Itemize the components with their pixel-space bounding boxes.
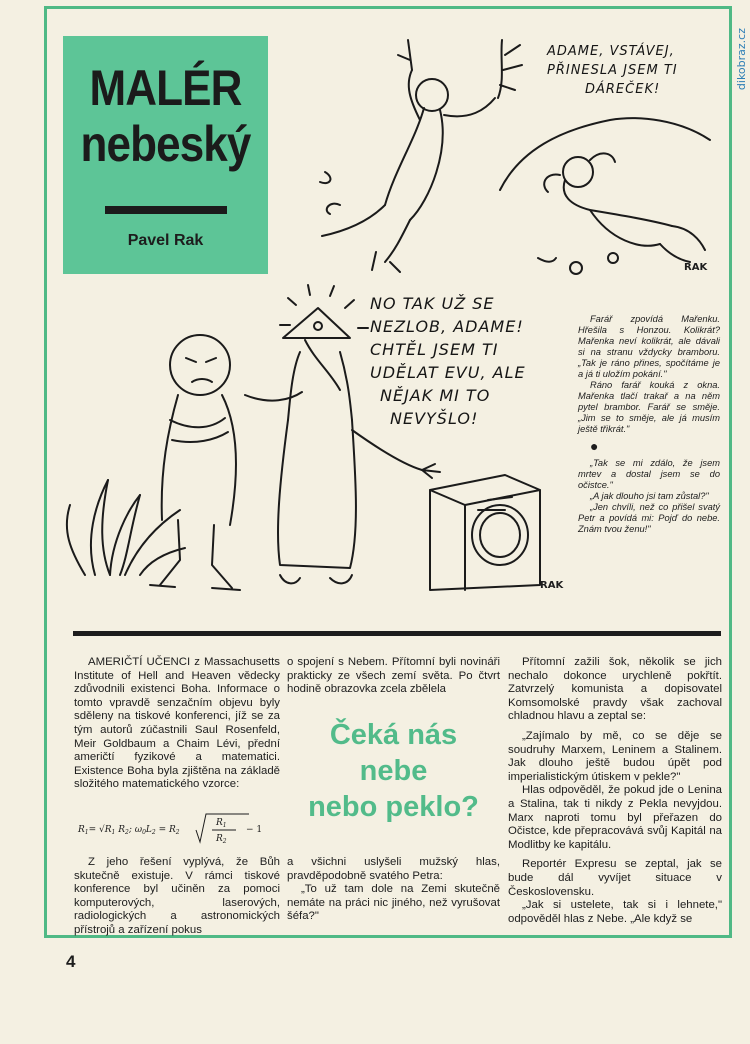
speech-bottom-line-3: CHTĚL JSEM TI: [370, 340, 499, 359]
article-paragraph: Reportér Expresu se zeptal, jak se bude dál vyvíjet situace v Československu.: [508, 858, 722, 898]
speech-bottom-line-5: NĚJAK MI TO: [380, 386, 491, 405]
speech-bottom-line-1: NO TAK UŽ SE: [370, 294, 495, 313]
washing-machine: [430, 475, 540, 590]
article-column-3: [508, 656, 722, 926]
article-text: z Massachusetts Institute of Hell and Heaven vědecky zdůvodnili existenci Boha. Informace o tomto vpravdě senzačním objevu byly sděleny na tiskové konferenci, jíž se za tým autorů zúčastnili Saul Rosenfeld, Meir Goldbaum a Chaim Lévi, přední američtí fyzikové a matematici. Existence Boha byla zjištěna na základě složitého matematického vzorce:: [74, 656, 280, 791]
speech-top-line-3: DÁREČEK!: [585, 82, 661, 97]
adam-standing-figure: [150, 335, 240, 590]
adam-lying-figure: [500, 118, 710, 274]
speech-bottom-line-4: UDĚLAT EVU, ALE: [370, 363, 526, 382]
speech-bottom-line-2: NEZLOB, ADAME!: [370, 317, 524, 336]
joke-paragraph: „Jen chvíli, než co přišel svatý Petr a povídá mi: Pojď do nebe. Znám tvou ženu!": [578, 502, 720, 534]
headline-line-1: Čeká nás: [329, 719, 458, 751]
formula-part: $R_1= √R_1$ $R_2$; $\omega_0L_2 = R_2$: [78, 825, 180, 836]
plant-leaves: [67, 480, 185, 575]
section-divider: [73, 631, 721, 636]
cartoon-signature-bottom: RAK: [540, 580, 564, 591]
formula-minus-one: − 1: [246, 825, 263, 835]
headline-line-2: nebe: [359, 755, 428, 787]
speech-bubble-bottom: [370, 292, 570, 430]
headline-line-3: nebo peklo?: [308, 791, 479, 823]
article-paragraph: Hlas odpověděl, že pokud jde o Lenina a Stalina, tak ti nikdy z Pekla nevyjdou. Marx naproti tomu byl přeřazen do Očistce, kde přepracovává svůj Kapitál na Modlitby ke kapitálu.: [508, 784, 722, 851]
formula-numerator: $R_1$: [216, 818, 227, 829]
article-paragraph: [74, 656, 280, 792]
article-column-1: [74, 656, 280, 792]
article-lead: AMERIČTÍ UČENCI: [88, 656, 191, 668]
article-paragraph: „Jak si ustelete, tak si i lehnete," odpověděl hlas z Nebe. „Ale když se: [508, 899, 722, 925]
joke-paragraph: „Tak se mi zdálo, že jsem mrtev a dostal jsem se do očistce.": [578, 458, 720, 490]
bullet-separator: ●: [590, 438, 599, 454]
article-paragraph: a všichni uslyšeli mužský hlas, pravděpodobně svatého Petra:: [287, 856, 500, 882]
math-formula: [74, 810, 280, 850]
page-number: 4: [66, 952, 76, 971]
article-paragraph: „To už tam dole na Zemi skutečně nemáte na práci nic jiného, než vyrušovat šéfa?": [287, 883, 500, 923]
eve-figure: [320, 40, 522, 272]
author-name: Pavel Rak: [127, 232, 204, 249]
watermark: dikobraz.cz: [735, 28, 748, 91]
article-headline: [287, 717, 500, 825]
article-paragraph: Přítomní zažili šok, několik se jich nechalo dokonce urychleně pokřtít. Zatvrzelý komunista a dopisovatel Komsomolské pravdy však zachoval chladnou hlavu a zeptal se:: [508, 656, 722, 723]
speech-top-line-1: ADAME, VSTÁVEJ,: [547, 44, 675, 59]
joke-paragraph: Farář zpovídá Mařenku. Hřešila s Honzou. Kolikrát? Mařenka neví kolikrát, ale dávali si na stranu vždycky bramboru. „Tak je ráno přines, spočítáme je a já ti uložím pokání.": [578, 314, 720, 379]
article-paragraph: „Zajímalo by mě, co se děje se soudruhy Marxem, Leninem a Stalinem. Jak dlouho ještě budou úpět pod imperialistickým útiskem v pekle?": [508, 729, 722, 783]
title-line-1: MALÉR: [89, 60, 242, 116]
joke-paragraph: „A jak dlouho jsi tam zůstal?": [590, 491, 709, 501]
article-column-1-continued: [74, 856, 280, 938]
formula-denominator: $R_2$: [216, 834, 227, 845]
cartoon-signature-top: RAK: [684, 262, 708, 273]
speech-top-line-2: PŘINESLA JSEM TI: [547, 63, 678, 78]
article-paragraph: Z jeho řešení vyplývá, že Bůh skutečně existuje. V rámci tiskové konference byl učiněn za pomoci komputerových, laserových, radiologických a astronomických přístrojů a zařízení pokus: [74, 856, 280, 936]
joke-paragraph: Ráno farář kouká z okna. Mařenka tlačí trakař a na něm pytel brambor. Farář se směje. „Jim se to směje, ale já musím ještě třikrát.": [578, 380, 720, 434]
article-paragraph: o spojení s Nebem. Přítomní byli novináři prakticky ze všech zemí světa. Po čtvrt hodině obrazovka zcela zbělela: [287, 656, 500, 696]
speech-bubble-top: [547, 42, 717, 99]
article-column-2-continued: [287, 856, 500, 924]
title-line-2: nebeský: [80, 116, 251, 172]
speech-bottom-line-6: NEVYŠLO!: [390, 409, 479, 428]
article-column-2: [287, 656, 500, 697]
jokes-column: [578, 314, 720, 535]
